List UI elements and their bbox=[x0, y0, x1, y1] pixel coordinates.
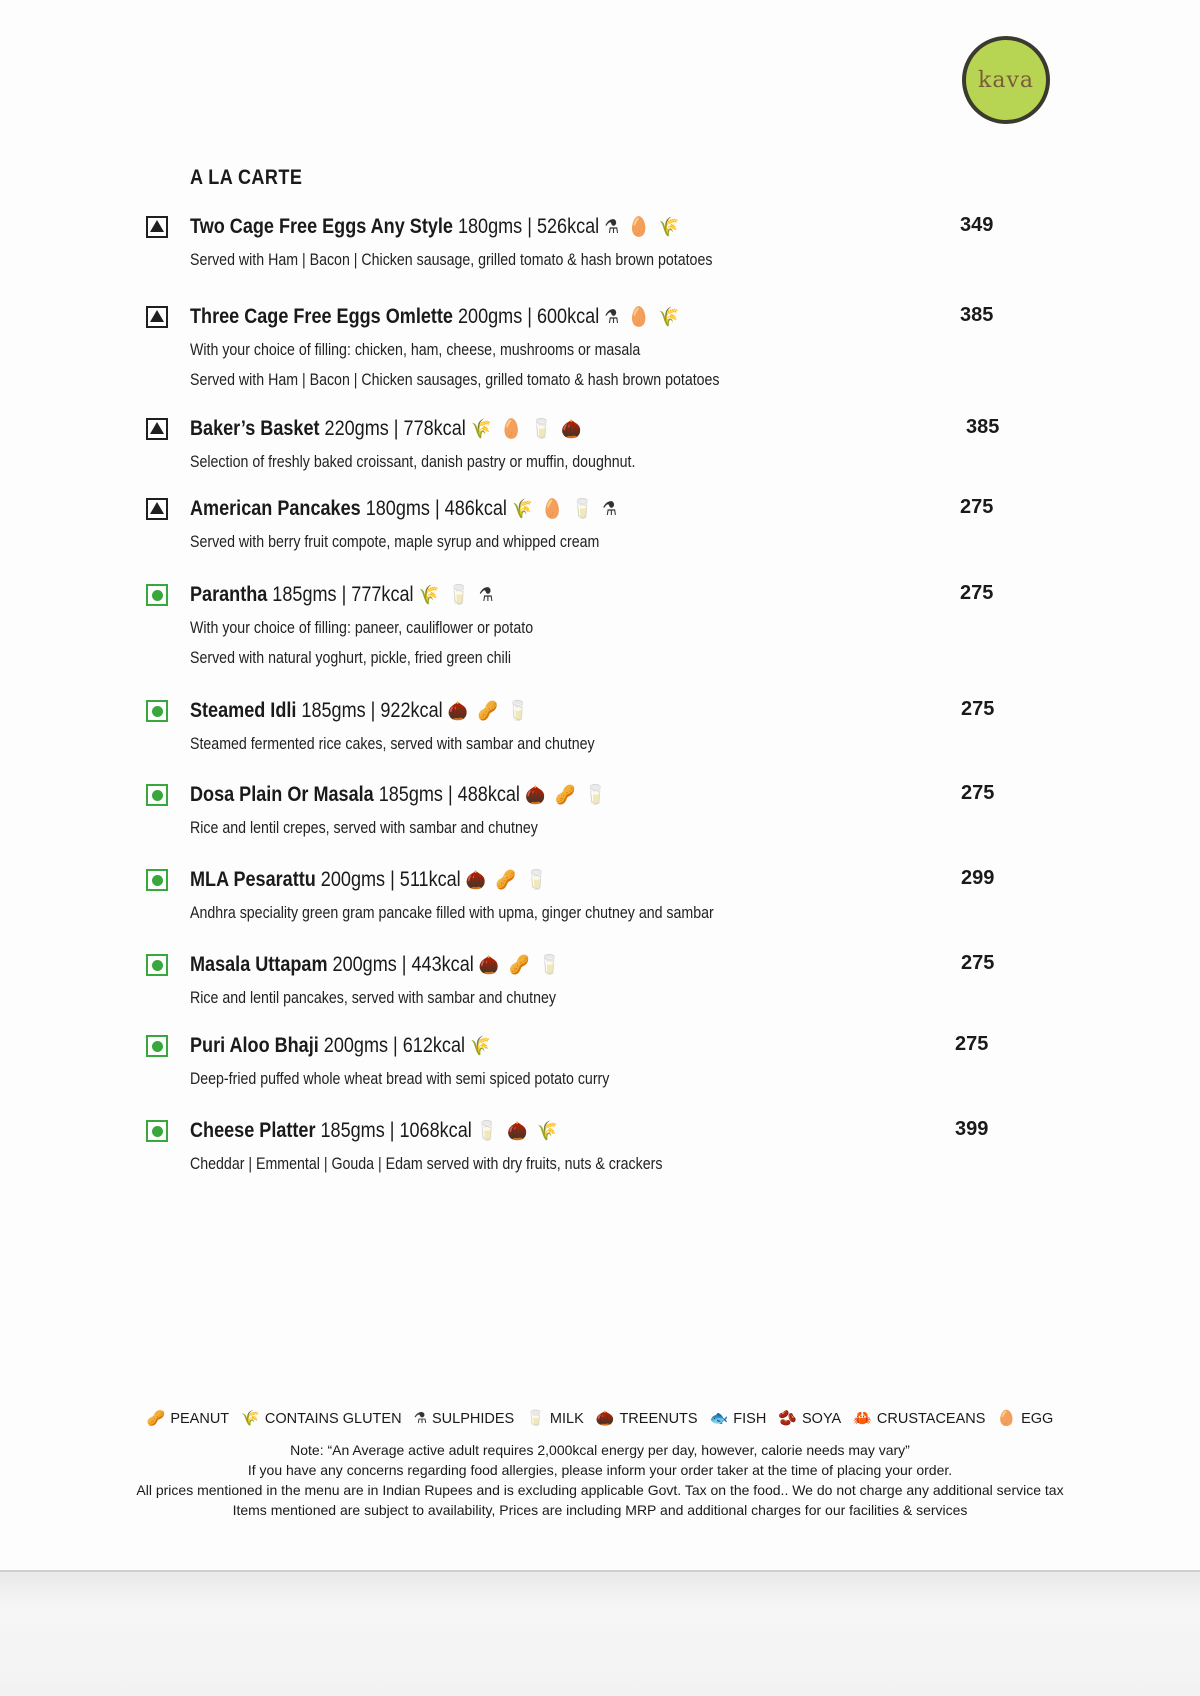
legend-item bbox=[526, 1411, 584, 1427]
item-title-line bbox=[190, 782, 608, 809]
item-title-line bbox=[190, 582, 496, 609]
non-veg-marker-icon bbox=[146, 306, 168, 328]
kava-logo bbox=[962, 36, 1050, 124]
item-description: Served with berry fruit compote, maple syrup and whipped cream bbox=[190, 533, 600, 551]
item-portion-calories: 200gms | 511kcal bbox=[315, 868, 461, 891]
item-price: 275 bbox=[960, 582, 994, 604]
item-name: Steamed Idli bbox=[190, 699, 297, 722]
item-name: Three Cage Free Eggs Omlette bbox=[190, 305, 453, 328]
item-name: Masala Uttapam bbox=[190, 953, 328, 976]
item-description: Rice and lentil pancakes, served with sambar and chutney bbox=[190, 989, 556, 1007]
legend-item bbox=[241, 1411, 401, 1427]
section-title: A LA CARTE bbox=[190, 166, 303, 189]
item-title-line bbox=[190, 214, 682, 241]
item-portion-calories: 185gms | 488kcal bbox=[373, 783, 520, 806]
allergen-icons: ⚗ 🥚 🌾 bbox=[604, 217, 682, 238]
item-portion-calories: 185gms | 777kcal bbox=[267, 583, 414, 606]
item-description: With your choice of filling: paneer, cauliflower or potato bbox=[190, 619, 534, 637]
legend-label: PEANUT bbox=[170, 1411, 230, 1427]
item-title-line bbox=[190, 698, 531, 725]
fish-icon: 🐟 bbox=[709, 1410, 729, 1427]
item-name: Cheese Platter bbox=[190, 1119, 316, 1142]
egg-icon: 🥚 bbox=[997, 1410, 1017, 1427]
item-price: 385 bbox=[960, 304, 994, 326]
allergen-icons: 🌾 🥛 ⚗ bbox=[418, 585, 497, 606]
legend-item bbox=[853, 1411, 985, 1427]
item-name: American Pancakes bbox=[190, 497, 361, 520]
veg-marker-icon bbox=[146, 584, 168, 606]
item-title-line bbox=[190, 1033, 493, 1060]
allergen-icons: 🌾 🥚 🥛 ⚗ bbox=[512, 499, 620, 520]
item-portion-calories: 200gms | 443kcal bbox=[327, 953, 474, 976]
note-calories: Note: “An Average active adult requires 2,000kcal energy per day, however, calorie needs may vary” bbox=[290, 1442, 910, 1458]
legend-label: MILK bbox=[549, 1411, 584, 1427]
item-price: 349 bbox=[960, 214, 994, 236]
peanut-icon: 🥜 bbox=[146, 1410, 166, 1427]
item-title-line bbox=[190, 416, 584, 443]
veg-marker-icon bbox=[146, 1120, 168, 1142]
allergen-icons: 🌰 🥜 🥛 bbox=[478, 955, 562, 976]
veg-marker-icon bbox=[146, 869, 168, 891]
item-title-line bbox=[190, 867, 549, 894]
item-description: Steamed fermented rice cakes, served with sambar and chutney bbox=[190, 735, 595, 753]
item-portion-calories: 185gms | 1068kcal bbox=[315, 1119, 472, 1142]
item-name: Dosa Plain Or Masala bbox=[190, 783, 374, 806]
crustaceans-icon: 🦀 bbox=[853, 1410, 872, 1427]
item-portion-calories: 185gms | 922kcal bbox=[296, 699, 443, 722]
allergen-icons: 🌰 🥜 🥛 bbox=[447, 701, 531, 722]
legend-item bbox=[147, 1411, 230, 1427]
legend-item bbox=[778, 1411, 841, 1427]
item-portion-calories: 180gms | 526kcal bbox=[452, 215, 600, 238]
soya-icon: 🫘 bbox=[778, 1410, 797, 1427]
item-description: Andhra speciality green gram pancake filled with upma, ginger chutney and sambar bbox=[190, 904, 714, 922]
item-price: 275 bbox=[960, 496, 994, 518]
veg-marker-icon bbox=[146, 1035, 168, 1057]
legend-label: SULPHIDES bbox=[432, 1411, 515, 1427]
non-veg-marker-icon bbox=[146, 498, 168, 520]
allergen-icons: ⚗ 🥚 🌾 bbox=[604, 307, 682, 328]
veg-marker-icon bbox=[146, 700, 168, 722]
legend-item bbox=[414, 1411, 515, 1427]
item-name: Two Cage Free Eggs Any Style bbox=[190, 215, 453, 238]
legend-label: EGG bbox=[1021, 1411, 1054, 1427]
item-description: Cheddar | Emmental | Gouda | Edam served with dry fruits, nuts & crackers bbox=[190, 1155, 663, 1173]
scanner-background bbox=[0, 1572, 1200, 1696]
item-portion-calories: 200gms | 600kcal bbox=[452, 305, 600, 328]
item-description: Served with natural yoghurt, pickle, fried green chili bbox=[190, 649, 512, 667]
item-name: MLA Pesarattu bbox=[190, 868, 316, 891]
item-description: Deep-fried puffed whole wheat bread with semi spiced potato curry bbox=[190, 1070, 610, 1088]
allergen-icons: 🌰 🥜 🥛 bbox=[525, 785, 609, 806]
item-portion-calories: 200gms | 612kcal bbox=[318, 1034, 466, 1057]
item-price: 275 bbox=[961, 782, 995, 804]
allergen-icons: 🌰 🥜 🥛 bbox=[465, 870, 549, 891]
item-price: 299 bbox=[961, 867, 995, 889]
allergen-legend bbox=[0, 1409, 1200, 1427]
item-title-line bbox=[190, 952, 562, 979]
sulphides-icon: ⚗ bbox=[413, 1410, 428, 1427]
non-veg-marker-icon bbox=[146, 216, 168, 238]
treenuts-icon: 🌰 bbox=[595, 1410, 615, 1427]
item-price: 275 bbox=[961, 698, 995, 720]
item-price: 275 bbox=[955, 1033, 989, 1055]
gluten-icon: 🌾 bbox=[241, 1410, 260, 1427]
item-portion-calories: 220gms | 778kcal bbox=[319, 417, 466, 440]
item-description: Selection of freshly baked croissant, danish pastry or muffin, doughnut. bbox=[190, 453, 636, 471]
logo-text: kava bbox=[978, 67, 1034, 93]
non-veg-marker-icon bbox=[146, 418, 168, 440]
item-price: 385 bbox=[966, 416, 1000, 438]
legend-label: FISH bbox=[733, 1411, 767, 1427]
item-name: Puri Aloo Bhaji bbox=[190, 1034, 319, 1057]
allergen-icons: 🌾 🥚 🥛 🌰 bbox=[470, 419, 585, 440]
item-description: With your choice of filling: chicken, ham, cheese, mushrooms or masala bbox=[190, 341, 641, 359]
item-title-line bbox=[190, 496, 619, 523]
legend-item bbox=[596, 1411, 698, 1427]
allergen-icons: 🥛 🌰 🌾 bbox=[476, 1121, 560, 1142]
item-name: Baker’s Basket bbox=[190, 417, 320, 440]
legend-item bbox=[710, 1411, 767, 1427]
veg-marker-icon bbox=[146, 784, 168, 806]
footer-notes bbox=[0, 1440, 1200, 1520]
legend-label: CONTAINS GLUTEN bbox=[264, 1411, 402, 1427]
item-description: Served with Ham | Bacon | Chicken sausage, grilled tomato & hash brown potatoes bbox=[190, 251, 713, 269]
item-name: Parantha bbox=[190, 583, 268, 606]
veg-marker-icon bbox=[146, 954, 168, 976]
item-description: Served with Ham | Bacon | Chicken sausages, grilled tomato & hash brown potatoes bbox=[190, 371, 720, 389]
item-title-line bbox=[190, 1118, 560, 1145]
item-price: 275 bbox=[961, 952, 995, 974]
allergen-icons: 🌾 bbox=[470, 1036, 494, 1057]
legend-label: CRUSTACEANS bbox=[876, 1411, 986, 1427]
note-prices: All prices mentioned in the menu are in Indian Rupees and is excluding applicable Govt. Tax on the food.. We do not charge any additional service tax bbox=[136, 1482, 1064, 1498]
note-allergies: If you have any concerns regarding food allergies, please inform your order taker at the time of placing your order. bbox=[247, 1462, 953, 1478]
item-title-line bbox=[190, 304, 682, 331]
note-availability: Items mentioned are subject to availability, Prices are including MRP and additional charges for our facilities & services bbox=[232, 1502, 968, 1518]
item-price: 399 bbox=[955, 1118, 989, 1140]
item-portion-calories: 180gms | 486kcal bbox=[360, 497, 507, 520]
legend-label: TREENUTS bbox=[619, 1411, 698, 1427]
item-description: Rice and lentil crepes, served with sambar and chutney bbox=[190, 819, 538, 837]
milk-icon: 🥛 bbox=[526, 1410, 545, 1427]
legend-label: SOYA bbox=[802, 1411, 842, 1427]
legend-item bbox=[997, 1411, 1053, 1427]
